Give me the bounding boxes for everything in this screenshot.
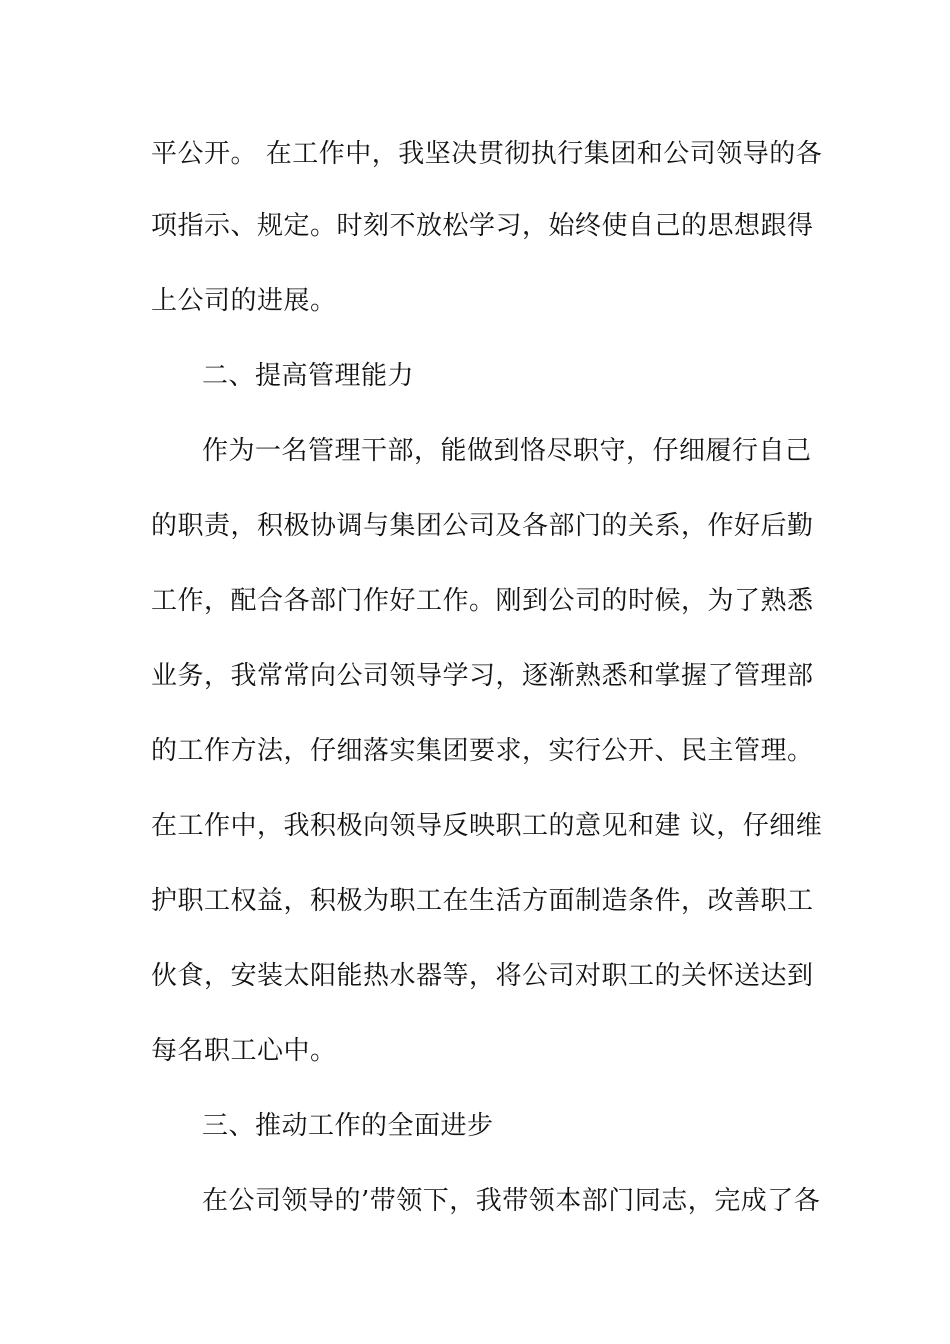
paragraph-line: 在公司领导的’带领下，我带领本部门同志，完成了各 xyxy=(202,1186,821,1216)
paragraph-line: 作为一名管理干部，能做到恪尽职守，仔细履行自己 xyxy=(202,436,812,466)
section-heading: 二、提高管理能力 xyxy=(202,361,415,391)
paragraph-line: 在工作中，我积极向领导反映职工的意见和建 议，仔细维 xyxy=(151,811,823,841)
paragraph-line: 平公开。 在工作中，我坚决贯彻执行集团和公司领导的各 xyxy=(151,139,823,169)
section-heading: 三、推动工作的全面进步 xyxy=(202,1111,494,1141)
paragraph-line: 项指示、规定。时刻不放松学习，始终使自己的思想跟得 xyxy=(151,211,814,241)
paragraph-line: 每名职工心中。 xyxy=(151,1036,337,1066)
paragraph-line: 业务，我常常向公司领导学习，逐渐熟悉和掌握了管理部 xyxy=(151,661,814,691)
paragraph-line: 工作，配合各部门作好工作。刚到公司的时候，为了熟悉 xyxy=(151,586,814,616)
paragraph-line: 护职工权益，积极为职工在生活方面制造条件，改善职工 xyxy=(151,886,814,916)
paragraph-line: 的职责，积极协调与集团公司及各部门的关系，作好后勤 xyxy=(151,511,814,541)
paragraph-line: 伙食，安装太阳能热水器等，将公司对职工的关怀送达到 xyxy=(151,961,814,991)
paragraph-line: 的工作方法，仔细落实集团要求，实行公开、民主管理。 xyxy=(151,736,814,766)
paragraph-line: 上公司的进展。 xyxy=(151,286,337,316)
